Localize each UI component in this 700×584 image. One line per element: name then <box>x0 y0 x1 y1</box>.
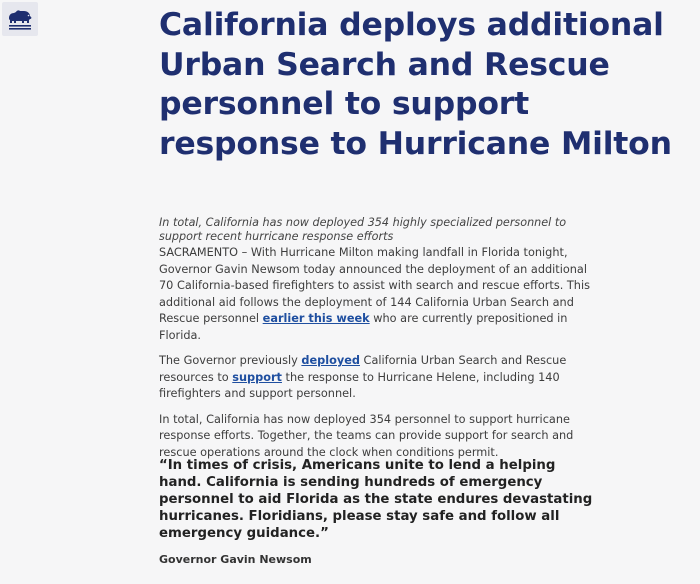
article-body <box>159 245 599 470</box>
earlier-this-week-link[interactable]: earlier this week <box>262 312 370 325</box>
paragraph-1-text-b: who are currently prepositioned in Florida. <box>159 312 568 342</box>
paragraph-2-text-c: the response to Hurricane Helene, including 140 firefighters and support personnel. <box>159 370 560 400</box>
support-link[interactable]: support <box>232 370 282 384</box>
quote-attribution: Governor Gavin Newsom <box>159 553 312 566</box>
paragraph-3: In total, California has now deployed 354 personnel to support hurricane response efforts. Together, the teams can provide support for search and rescue operations around the clock when conditions permit. <box>159 412 574 459</box>
governor-quote: “In times of crisis, Americans unite to lend a helping hand. California is sending hundreds of emergency personnel to aid Florida as the state endures devastating hurricanes. Floridians, please stay safe and follow all emergency guidance.” <box>159 458 593 541</box>
home-logo-button[interactable] <box>2 2 38 36</box>
article-subtitle: In total, California has now deployed 354 highly specialized personnel to support recent hurricane response efforts <box>159 216 567 243</box>
paragraph-2-text-b: California Urban Search and Rescue resources to <box>159 354 567 384</box>
article <box>159 0 679 566</box>
paragraph-2 <box>159 353 599 403</box>
paragraph-1-text-a: SACRAMENTO – With Hurricane Milton making landfall in Florida tonight, Governor Gavin Newsom today announced the deployment of an additional 70 California-based firefighters to assist with search and rescue efforts. This additional aid follows the deployment of 144 California Urban Search and Rescue personnel <box>159 246 590 325</box>
paragraph-1 <box>159 245 599 344</box>
california-bear-icon <box>6 6 34 32</box>
paragraph-2-text-a: The Governor previously <box>159 354 302 367</box>
article-title: California deploys additional Urban Search and Rescue personnel to support response to Hurricane Milton <box>159 7 672 162</box>
deployed-link[interactable]: deployed <box>301 354 360 367</box>
